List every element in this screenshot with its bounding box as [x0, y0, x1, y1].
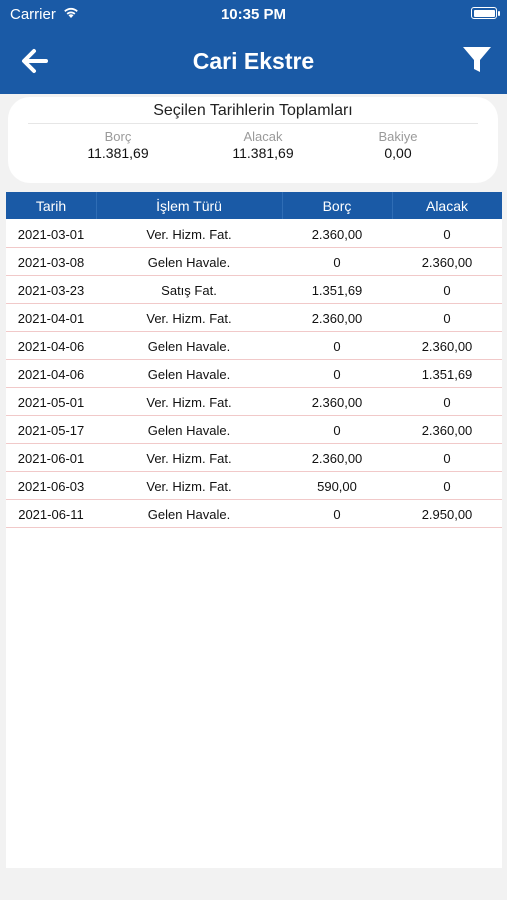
cell-alacak: 2.360,00: [421, 423, 473, 438]
cell-tarih: 2021-04-06: [17, 339, 85, 354]
cell-alacak: 2.950,00: [421, 507, 473, 522]
cell-tarih: 2021-03-01: [17, 227, 85, 242]
cell-islem-turu: Ver. Hizm. Fat.: [146, 451, 232, 466]
table-row[interactable]: [6, 500, 502, 528]
alacak-total: [198, 129, 328, 161]
summary-title: Seçilen Tarihlerin Toplamları: [153, 102, 353, 119]
cell-islem-turu: Gelen Havale.: [147, 255, 231, 270]
cell-alacak: 0: [443, 227, 451, 242]
cell-borc: 1.351,69: [311, 283, 363, 298]
cell-alacak: 2.360,00: [421, 339, 473, 354]
borc-total: [53, 129, 183, 161]
cell-alacak: 0: [443, 479, 451, 494]
cell-borc: 2.360,00: [311, 451, 363, 466]
cell-tarih: 2021-06-03: [17, 479, 85, 494]
table-row[interactable]: [6, 472, 502, 500]
cell-alacak: 0: [443, 311, 451, 326]
cell-borc: 2.360,00: [311, 311, 363, 326]
table-row[interactable]: [6, 248, 502, 276]
cell-borc: 0: [333, 507, 341, 522]
cell-alacak: 1.351,69: [421, 367, 473, 382]
alacak-total-label: Alacak: [243, 129, 283, 144]
cell-alacak: 0: [443, 395, 451, 410]
bakiye-total-value: 0,00: [384, 145, 412, 161]
table-row[interactable]: [6, 360, 502, 388]
table-row[interactable]: [6, 220, 502, 248]
cell-tarih: 2021-04-06: [17, 367, 85, 382]
cell-alacak: 2.360,00: [421, 255, 473, 270]
cell-islem-turu: Gelen Havale.: [147, 339, 231, 354]
cell-alacak: 0: [443, 451, 451, 466]
alacak-total-value: 11.381,69: [232, 145, 294, 161]
table-row[interactable]: [6, 444, 502, 472]
table-row[interactable]: [6, 388, 502, 416]
carrier-label: Carrier: [10, 6, 56, 23]
statement-table: [6, 192, 502, 868]
cell-tarih: 2021-06-11: [18, 507, 84, 522]
cell-borc: 2.360,00: [311, 395, 363, 410]
cell-tarih: 2021-05-17: [17, 423, 85, 438]
page-title: Cari Ekstre: [192, 48, 315, 74]
bottom-safe-area: [0, 868, 507, 900]
cell-tarih: 2021-03-08: [17, 255, 85, 270]
cell-islem-turu: Ver. Hizm. Fat.: [146, 227, 232, 242]
cell-islem-turu: Gelen Havale.: [147, 507, 231, 522]
cell-borc: 0: [333, 423, 341, 438]
cell-islem-turu: Ver. Hizm. Fat.: [146, 395, 232, 410]
cell-islem-turu: Ver. Hizm. Fat.: [146, 311, 232, 326]
table-row[interactable]: [6, 276, 502, 304]
cell-islem-turu: Gelen Havale.: [147, 423, 231, 438]
filter-icon[interactable]: [461, 44, 493, 76]
header-alacak: Alacak: [425, 198, 469, 214]
nav-bar: [0, 30, 507, 94]
table-row[interactable]: [6, 416, 502, 444]
cell-borc: 0: [333, 367, 341, 382]
battery-icon: [471, 7, 497, 19]
cell-borc: 0: [333, 255, 341, 270]
totals-summary-card: [8, 97, 498, 183]
status-bar: [0, 0, 507, 30]
cell-alacak: 0: [443, 283, 451, 298]
app-header: [0, 0, 507, 94]
cell-tarih: 2021-03-23: [17, 283, 85, 298]
table-row[interactable]: [6, 304, 502, 332]
bakiye-total-label: Bakiye: [378, 129, 418, 144]
cell-islem-turu: Satış Fat.: [161, 283, 217, 298]
cell-borc: 0: [333, 339, 341, 354]
status-time: 10:35 PM: [220, 6, 287, 23]
table-row[interactable]: [6, 332, 502, 360]
cell-tarih: 2021-05-01: [17, 395, 85, 410]
cell-borc: 2.360,00: [311, 227, 363, 242]
cell-tarih: 2021-06-01: [17, 451, 85, 466]
borc-total-value: 11.381,69: [87, 145, 149, 161]
header-tarih: Tarih: [35, 198, 67, 214]
bakiye-total: [333, 129, 463, 161]
cell-islem-turu: Gelen Havale.: [147, 367, 231, 382]
header-islem-turu: İşlem Türü: [156, 198, 222, 214]
cell-tarih: 2021-04-01: [17, 311, 85, 326]
cell-islem-turu: Ver. Hizm. Fat.: [146, 479, 232, 494]
header-borc: Borç: [322, 198, 352, 214]
cell-borc: 590,00: [317, 479, 357, 494]
table-header: [6, 192, 502, 219]
borc-total-label: Borç: [104, 129, 132, 144]
summary-divider: [28, 123, 478, 124]
